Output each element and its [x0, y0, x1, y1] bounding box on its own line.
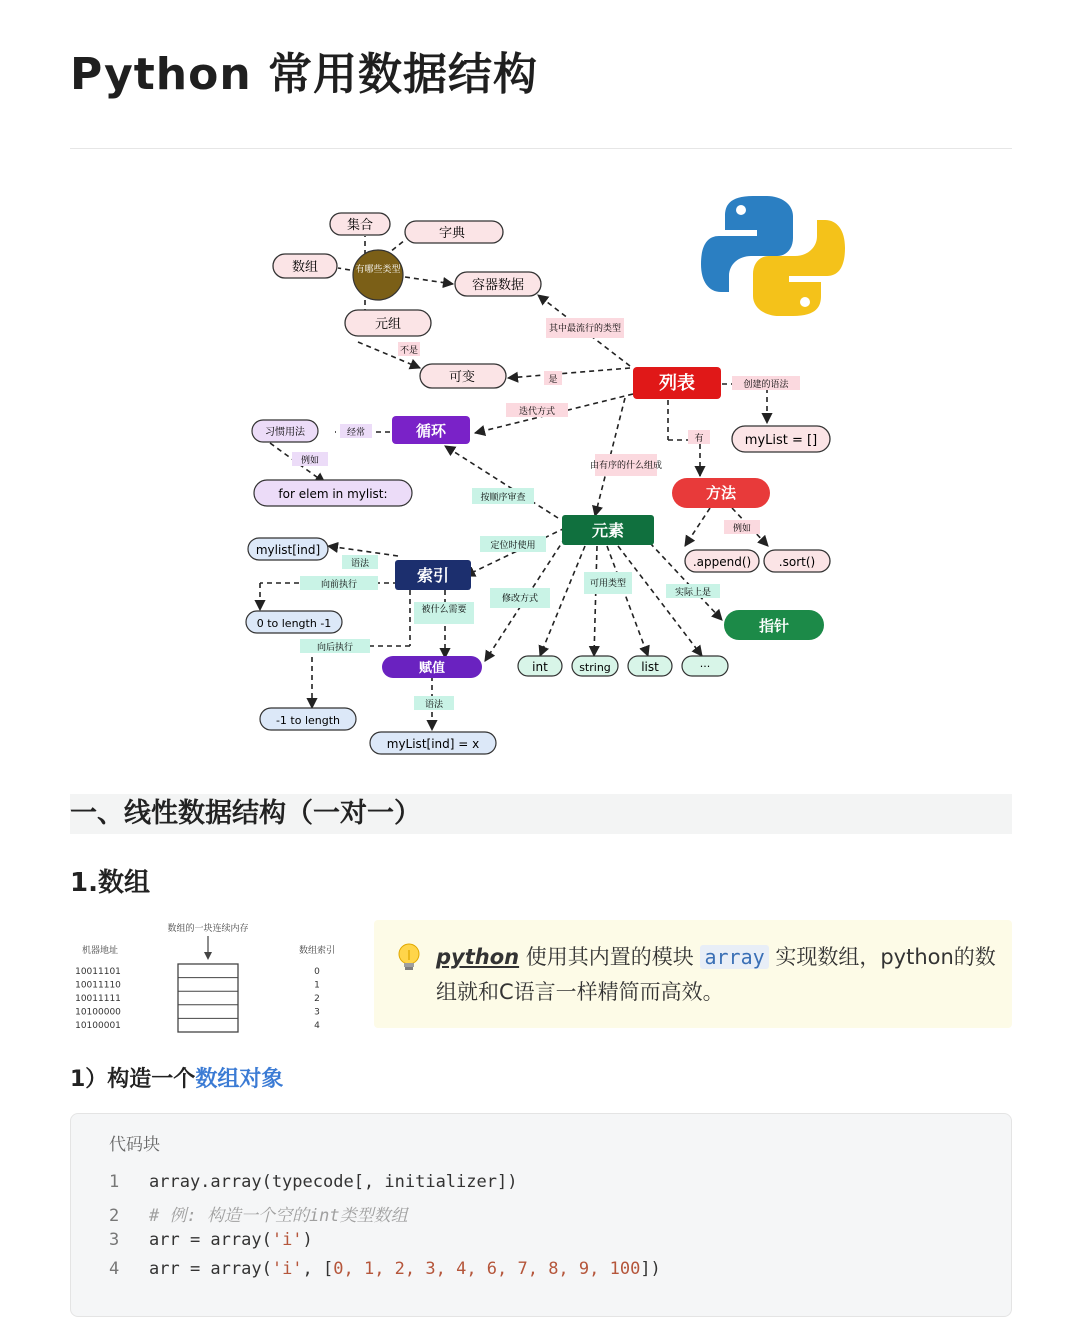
node-int	[518, 656, 562, 676]
svg-text:···: ···	[699, 660, 711, 673]
node-mylist-create	[732, 426, 830, 452]
svg-text:习惯用法: 习惯用法	[265, 427, 305, 438]
svg-text:数组: 数组	[291, 260, 319, 275]
lightbulb-icon	[396, 942, 422, 974]
memory-address: 10011101	[75, 967, 121, 977]
code-block-label: 代码块	[109, 1135, 160, 1155]
node-method	[672, 478, 770, 508]
memory-address: 10100001	[75, 1021, 121, 1031]
mindmap-figure	[240, 178, 850, 768]
svg-text:.sort(): .sort()	[778, 555, 816, 569]
array-memory-diagram	[70, 916, 350, 1046]
svg-text:myList[ind] = x: myList[ind] = x	[386, 737, 480, 751]
svg-text:0 to length -1: 0 to length -1	[256, 617, 332, 630]
edge-label-not: 不是	[399, 346, 419, 356]
svg-text:可变: 可变	[448, 370, 476, 385]
svg-text:int: int	[532, 660, 548, 674]
memory-address: 10011111	[75, 994, 121, 1004]
svg-text:-1 to length: -1 to length	[275, 714, 341, 727]
edge-label-has: 有	[694, 434, 704, 444]
callout-text	[436, 940, 996, 1010]
edge-label-example2: 例如	[732, 524, 752, 534]
edge-label-often: 经常	[346, 428, 366, 438]
code-line: 3 arr = array('i')	[109, 1230, 313, 1250]
edge-label-usable-types: 可用类型	[589, 579, 627, 589]
node-tuple	[345, 310, 431, 336]
code-line: 2 # 例: 构造一个空的int类型数组	[109, 1206, 408, 1226]
svg-text:字典: 字典	[438, 226, 466, 241]
node-neg-to	[260, 708, 356, 730]
svg-text:.append(): .append()	[692, 555, 752, 569]
edge-label-forward: 向前执行	[320, 580, 358, 590]
edge-label-iterate: 迭代方式	[518, 407, 556, 417]
array-index: 4	[314, 1021, 320, 1031]
callout-text-part1: 使用其内置的模块	[519, 945, 701, 969]
section-heading: 一、线性数据结构（一对一）	[70, 794, 1012, 834]
callout-inline-code: array	[700, 945, 768, 969]
node-container-data	[455, 272, 541, 296]
edge-label-example1: 例如	[300, 456, 320, 466]
code-line: 1 array.array(typecode[, initializer])	[109, 1172, 518, 1192]
memory-address: 10100000	[75, 1007, 121, 1018]
callout-text-part2: 实现数组，python的数组就和C语言一样精简而高效。	[436, 945, 996, 1004]
memory-address: 10011110	[75, 980, 121, 991]
svg-text:myList = []: myList = []	[744, 433, 818, 448]
node-loop	[392, 416, 470, 444]
node-array	[273, 254, 337, 278]
edge-label-sequential-scan: 按顺序审查	[480, 493, 526, 503]
code-block[interactable]	[70, 1113, 1012, 1317]
edge-label-actually: 实际上是	[674, 588, 712, 598]
svg-text:元素: 元素	[591, 521, 625, 540]
node-list	[633, 367, 721, 399]
edge-label-syntax1: 语法	[350, 559, 370, 569]
node-set	[330, 213, 390, 235]
edge-label-is: 是	[548, 375, 558, 385]
svg-text:索引: 索引	[416, 566, 450, 585]
svg-text:有哪些类型: 有哪些类型	[355, 265, 401, 275]
code-line: 4 arr = array('i', [0, 1, 2, 3, 4, 6, 7, 8, 9, 100])	[109, 1259, 661, 1279]
svg-text:string: string	[579, 661, 611, 674]
svg-text:循环: 循环	[415, 422, 447, 440]
node-string	[572, 656, 618, 676]
edge-label-create-syntax: 创建的语法	[743, 380, 789, 390]
node-mylist-assign	[370, 732, 496, 754]
callout-note	[374, 920, 1012, 1028]
array-index: 3	[314, 1007, 320, 1018]
callout-python-em: python	[436, 945, 520, 969]
node-assign	[382, 656, 482, 678]
sub-heading-array: 1.数组	[70, 868, 150, 898]
svg-text:指针: 指针	[758, 617, 790, 635]
svg-text:列表: 列表	[659, 373, 695, 394]
node-index	[395, 560, 471, 590]
array-index: 0	[314, 967, 320, 977]
edge-label-ordered-of: 由有序的什么组成	[589, 461, 663, 471]
edge-label-syntax2: 语法	[424, 700, 444, 710]
edge-label-what-needed: 被什么需要	[421, 605, 467, 615]
array-diagram-idx-label: 数组索引	[298, 946, 336, 956]
svg-text:list: list	[641, 660, 659, 674]
edge-label-most-popular: 其中最流行的类型	[548, 324, 622, 334]
node-list-type	[628, 656, 672, 676]
svg-text:集合: 集合	[346, 218, 374, 233]
node-habit	[252, 420, 318, 442]
edge-label-modify: 修改方式	[501, 594, 539, 604]
node-append	[685, 550, 759, 572]
svg-text:方法: 方法	[705, 484, 737, 502]
array-index: 1	[314, 980, 320, 991]
svg-text:mylist[ind]: mylist[ind]	[255, 543, 321, 557]
node-sort	[764, 550, 830, 572]
array-diagram-title: 数组的一块连续内存	[167, 924, 249, 934]
node-pointer	[724, 610, 824, 640]
node-dict	[405, 221, 503, 243]
svg-text:元组: 元组	[374, 317, 402, 332]
edge-label-locate: 定位时使用	[490, 541, 536, 551]
node-ellipsis	[682, 656, 728, 676]
node-element	[562, 515, 654, 545]
edge-label-backward: 向后执行	[316, 643, 354, 653]
node-mutable	[420, 364, 506, 388]
node-which-types	[353, 250, 403, 300]
step-heading	[70, 1062, 283, 1093]
node-for-elem	[254, 480, 412, 506]
svg-text:for elem in mylist:: for elem in mylist:	[278, 487, 388, 501]
array-diagram-addr-label: 机器地址	[81, 946, 119, 956]
step-heading-prefix: 1）构造一个	[70, 1067, 196, 1092]
node-zero-to	[246, 611, 342, 633]
page-title: Python 常用数据结构	[70, 49, 538, 100]
node-mylist-ind	[248, 538, 328, 560]
svg-text:赋值: 赋值	[418, 661, 446, 676]
svg-text:容器数据: 容器数据	[471, 278, 525, 293]
array-object-link[interactable]: 数组对象	[195, 1067, 284, 1092]
array-index: 2	[314, 994, 320, 1004]
title-divider	[70, 148, 1012, 149]
